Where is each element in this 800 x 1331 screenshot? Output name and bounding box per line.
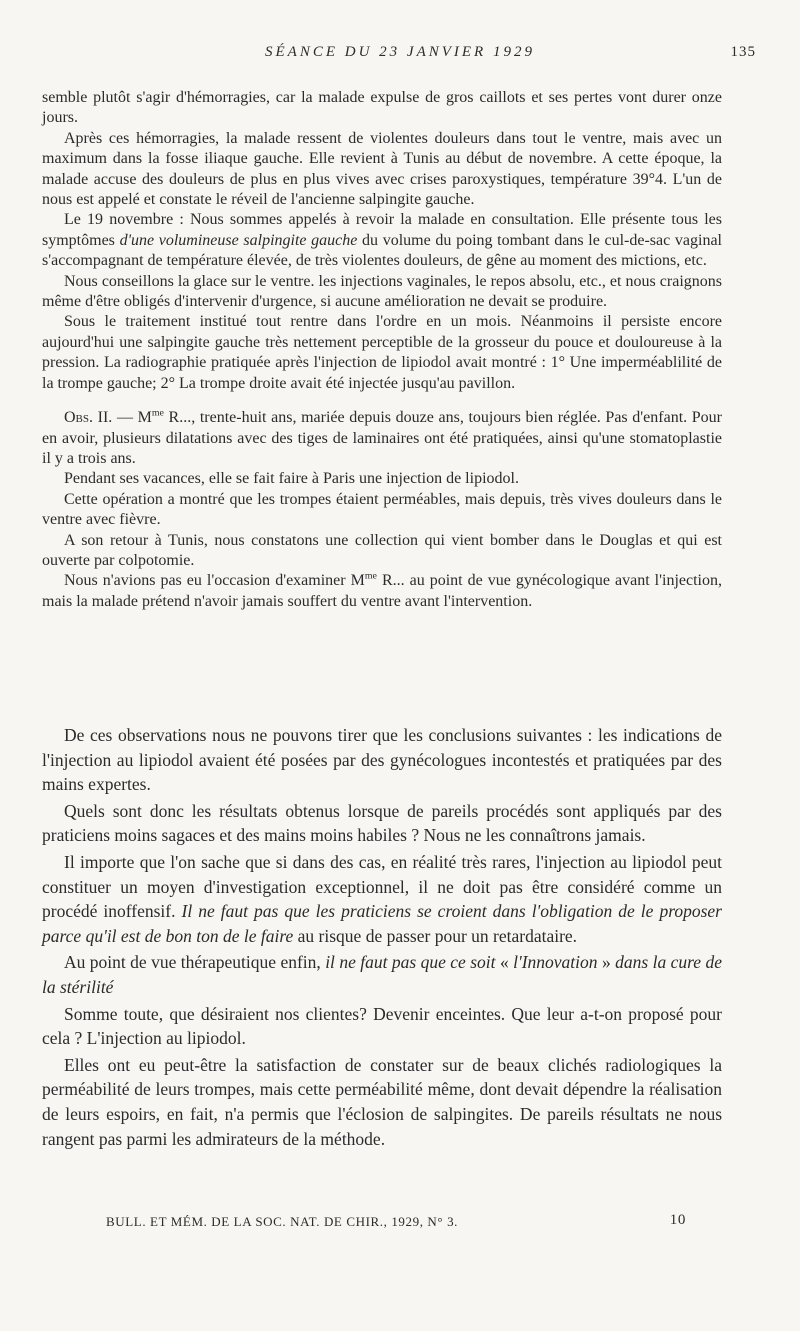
page-footer <box>106 1214 686 1236</box>
text-run: au risque de passer pour un retardataire. <box>293 925 578 946</box>
text-run: Au point de vue thérapeutique enfin, <box>64 952 326 973</box>
text-run: R..., trente-huit ans, mariée depuis douze ans, toujours bien réglée. Pas d'enfant. Pour en avoir, plusieurs dilatations avec des tiges de laminaires ont été pratiquées, ainsi qu'une stomatoplastie il y a trois ans. <box>42 409 722 467</box>
paragraph: Pendant ses vacances, elle se fait faire à Paris une injection de lipiodol. <box>64 470 519 488</box>
text-run: R... au point de vue gynécologique avant l'injection, mais la malade prétend n'avoir jamais souffert du ventre avant l'intervention. <box>42 572 722 610</box>
paragraph: Après ces hémorragies, la malade ressent de violentes douleurs dans tout le ventre, mais avec un maximum dans la fosse iliaque gauche. Elle revient à Tunis au début de novembre. A cette époque, la malade accuse des douleurs de plus en plus vives avec crises paroxystiques, température 39°4. L'un de nous est appelé et constate le réveil de l'ancienne salpingite gauche. <box>42 129 722 209</box>
superscript: me <box>151 407 164 419</box>
italic-run: l'Innovation <box>513 952 598 973</box>
paragraph <box>42 850 722 948</box>
paragraph <box>42 950 722 999</box>
paragraph <box>42 210 722 271</box>
text-run: M <box>137 409 152 427</box>
page-number: 135 <box>730 44 756 60</box>
paragraph: Somme toute, que désiraient nos clientes? Devenir enceintes. Que leur a-t-on proposé pour cela ? L'injection au lipiodol. <box>42 1003 722 1049</box>
text-run: « <box>495 952 514 973</box>
observation-heading-paragraph <box>42 408 722 469</box>
paragraph: Elles ont eu peut-être la satisfaction de constater sur de beaux clichés radiologiques la perméabilité de leurs trompes, mais cette perméabilité même, dont devait dépendre la réalisation de leurs espoirs, en fait, n'a permis que l'éclosion de salpingites. De pareils résultats ne nous rangent pas parmi les admirateurs de la méthode. <box>42 1054 722 1149</box>
paragraph <box>42 571 722 612</box>
conclusion-block <box>42 723 722 1151</box>
paragraph: De ces observations nous ne pouvons tirer que les conclusions suivantes : les indications de l'injection au lipiodol avaient été posées par des gynécologues incontestés et pratiquées par des mains expertes. <box>42 725 722 795</box>
text-run: Nous n'avions pas eu l'occasion d'examiner M <box>64 572 365 590</box>
superscript: me <box>364 571 377 583</box>
text-run: — <box>112 409 138 427</box>
text-run: Le 19 novembre : Nous sommes appelés à revoir la malade en consultation. Elle présente tous les symptômes <box>42 211 722 249</box>
paragraph: Cette opération a montré que les trompes étaient perméables, mais depuis, très vives douleurs dans le ventre avec fièvre. <box>42 490 722 529</box>
text-run: du volume du poing tombant dans le cul-de-sac vaginal s'accompagnant de température élevée, de très violentes douleurs, de gêne au moment des mictions, etc. <box>42 231 723 270</box>
page-header <box>0 44 800 68</box>
signature-mark: 10 <box>669 1212 686 1228</box>
paragraph: A son retour à Tunis, nous constatons une collection qui vient bomber dans le Douglas et qui est ouverte par colpotomie. <box>42 531 722 569</box>
italic-run: il ne faut pas que ce soit <box>325 952 496 973</box>
paragraph: Sous le traitement institué tout rentre dans l'ordre en un mois. Néanmoins il persiste encore aujourd'hui une salpingite gauche très nettement perceptible de la grosseur du pouce et douloureuse à la pression. La radiographie pratiquée après l'injection de lipiodol avait montré : 1° Une imperméablilité de la trompe gauche; 2° La trompe droite avait été injectée jusqu'au pavillon. <box>42 313 722 392</box>
running-title: SÉANCE DU 23 JANVIER 1929 <box>265 44 535 60</box>
observation-block <box>42 88 722 612</box>
paragraph: Nous conseillons la glace sur le ventre. les injections vaginales, le repos absolu, etc., et nous craignons même d'être obligés d'intervenir d'urgence, si aucune amélioration ne devait se produire. <box>42 272 722 311</box>
text-run: » <box>597 952 616 973</box>
italic-run: dans la cure de la stérilité <box>42 952 722 997</box>
italic-run: Il ne faut pas que les praticiens se croient dans l'obligation de le proposer parce qu'il est de bon ton de le faire <box>42 901 722 946</box>
italic-run: d'une volumineuse salpingite gauche <box>119 231 358 249</box>
journal-reference: BULL. ET MÉM. DE LA SOC. NAT. DE CHIR., 1929, N° 3. <box>106 1214 459 1229</box>
text-run: Il importe que l'on sache que si dans des cas, en réalité très rares, l'injection au lipiodol peut constituer un moyen d'investigation exceptionnel, il ne doit pas être considéré comme un procédé inoffensif. <box>42 851 722 922</box>
paragraph: semble plutôt s'agir d'hémorragies, car la malade expulse de gros caillots et ses pertes vont durer onze jours. <box>42 89 722 127</box>
paragraph: Quels sont donc les résultats obtenus lorsque de pareils procédés sont appliqués par des praticiens moins sagaces et des mains moins habiles ? Nous ne les connaîtrons jamais. <box>42 800 722 846</box>
observation-label: Obs. II. <box>64 409 113 427</box>
